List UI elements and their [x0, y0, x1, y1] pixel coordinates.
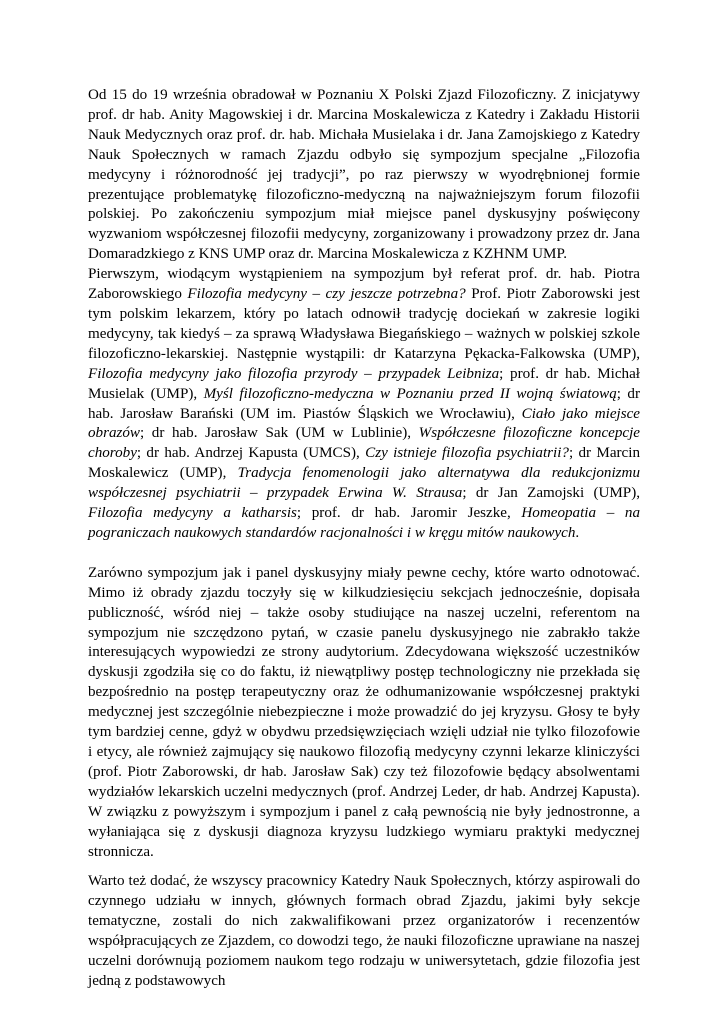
lecture-title: Czy istnieje filozofia psychiatrii?: [365, 445, 569, 462]
lecture-title: Współczesne filozoficzne koncepcje choroby: [88, 425, 640, 462]
lecture-title: Tradycja fenomenologii jako alternatywa dla redukcjonizmu współczesnej psychiatrii – przypadek Erwina W. Strausa: [88, 465, 640, 502]
speakers-segment: ; dr hab. Jarosław Barański (UM im. Piastów Śląskich we Wrocławiu),: [88, 385, 640, 422]
speakers-segment: ; dr hab. Andrzej Kapusta (UMCS),: [136, 445, 366, 462]
document-page: [88, 86, 640, 992]
lecture-title: Filozofia medycyny – czy jeszcze potrzebna?: [187, 286, 466, 303]
speakers-segment: ; dr Marcin Moskalewicz (UMP),: [88, 445, 640, 482]
speakers-segment: ; dr hab. Jarosław Sak (UM w Lublinie),: [140, 425, 419, 442]
speakers-segment: ; dr Jan Zamojski (UMP),: [462, 485, 640, 502]
paragraph-discussion: Zarówno sympozjum jak i panel dyskusyjny miały pewne cechy, które warto odnotować. Mimo iż obrady zjazdu toczyły się w kilkudziesięciu sekcjach jednocześnie, dopisała publiczność, wśród niej – także osoby studiujące na naszej uczelni, referentom na sympozjum nie szczędzono pytań, w czasie panelu dyskusyjnego nie zabrakło także interesujących wypowiedzi ze strony audytorium. Zdecydowana większość uczestników dyskusji zgodziła się co do faktu, iż niewątpliwy postęp technologiczny nie przekłada się bezpośrednio na postęp terapeutyczny oraz że odhumanizowanie współczesnej praktyki medycznej jest szczególnie niebezpieczne i może prowadzić do jej kryzysu. Głosy te były tym bardziej cenne, gdyż w obydwu przedsięwzięciach wzięli udział nie tylko filozofowie i etycy, ale również zajmujący się naukowo filozofią medycyny czynni lekarze kliniczyści (prof. Piotr Zaborowski, dr hab. Jarosław Sak) czy też filozofowie będący absolwentami wydziałów lekarskich uczelni medycznych (prof. Andrzej Leder, dr hab. Andrzej Kapusta). W związku z powyższym i sympozjum i panel z całą pewnością nie były jednostronne, a wyłaniająca się z dyskusji diagnoza kryzysu ludzkiego wymiaru praktyki medycznej stronnicza.: [88, 564, 640, 860]
paragraph-spacer: [88, 862, 640, 872]
lecture-title: Filozofia medycyny a katharsis: [88, 505, 297, 522]
lecture-title: Myśl filozoficzno-medyczna w Poznaniu przed II wojną światową: [203, 385, 617, 402]
speakers-segment: ; prof. dr hab. Jaromir Jeszke,: [296, 505, 522, 522]
paragraph-intro: Od 15 do 19 września obradował w Poznaniu X Polski Zjazd Filozoficzny. Z inicjatywy prof. dr hab. Anity Magowskiej i dr. Marcina Moskalewicza z Katedry i Zakładu Historii Nauk Medycznych oraz prof. dr. hab. Michała Musielaka i dr. Jana Zamojskiego z Katedry Nauk Społecznych w ramach Zjazdu odbyło się sympozjum specjalne „Filozofia medycyny i różnorodność jej tradycji”, po raz pierwszy w wyodrębnionej formie prezentujące problematykę filozoficzno-medyczną na najważniejszym forum filozofii polskiej. Po zakończeniu sympozjum miał miejsce panel dyskusyjny poświęcony wyzwaniom współczesnej filozofii medycyny, zorganizowany i prowadzony przez dr. Jana Domaradzkiego z KNS UMP oraz dr. Marcina Moskalewicza z KZHNM UMP.: [88, 87, 640, 263]
lecture-title: Homeopatia – na pograniczach naukowych standardów racjonalności i w kręgu mitów naukowych: [88, 505, 640, 541]
lecture-title: Filozofia medycyny jako filozofia przyrody – przypadek Leibniza: [88, 365, 500, 382]
paragraph-speakers: [88, 265, 640, 544]
speakers-segment: Prof. Piotr Zaborowski jest tym polskim lekarzem, który po latach odnowił tradycję dociekań w zakresie logiki medycyny, tak kiedyś – za sprawą Władysława Biegańskiego – ważnych w polskiej szkole filozoficzno-lekarskiej. Następnie wystąpili: dr Katarzyna Pękacka-Falkowska (UMP),: [88, 286, 640, 362]
paragraph-spacer: [88, 544, 640, 564]
speakers-segment: Pierwszym, wiodącym wystąpieniem na sympozjum był referat prof. dr. hab. Piotra Zaborowskiego: [88, 266, 640, 303]
speakers-segment: ; prof. dr hab. Michał Musielak (UMP),: [88, 365, 640, 402]
paragraph-closing: Warto też dodać, że wszyscy pracownicy Katedry Nauk Społecznych, którzy aspirowali do czynnego udziału w innych, głównych formach obrad Zjazdu, jakimi były sekcje tematyczne, zostali do nich zakwalifikowani przez organizatorów i recenzentów współpracujących ze Zjazdem, co dowodzi tego, że nauki filozoficzne uprawiane na naszej uczelni dorównują poziomem naukom tego rodzaju w uniwersytetach, gdzie filozofia jest jedną z podstawowych: [88, 873, 640, 989]
speakers-segment: .: [575, 524, 580, 541]
lecture-title: Ciało jako miejsce obrazów: [88, 405, 640, 442]
